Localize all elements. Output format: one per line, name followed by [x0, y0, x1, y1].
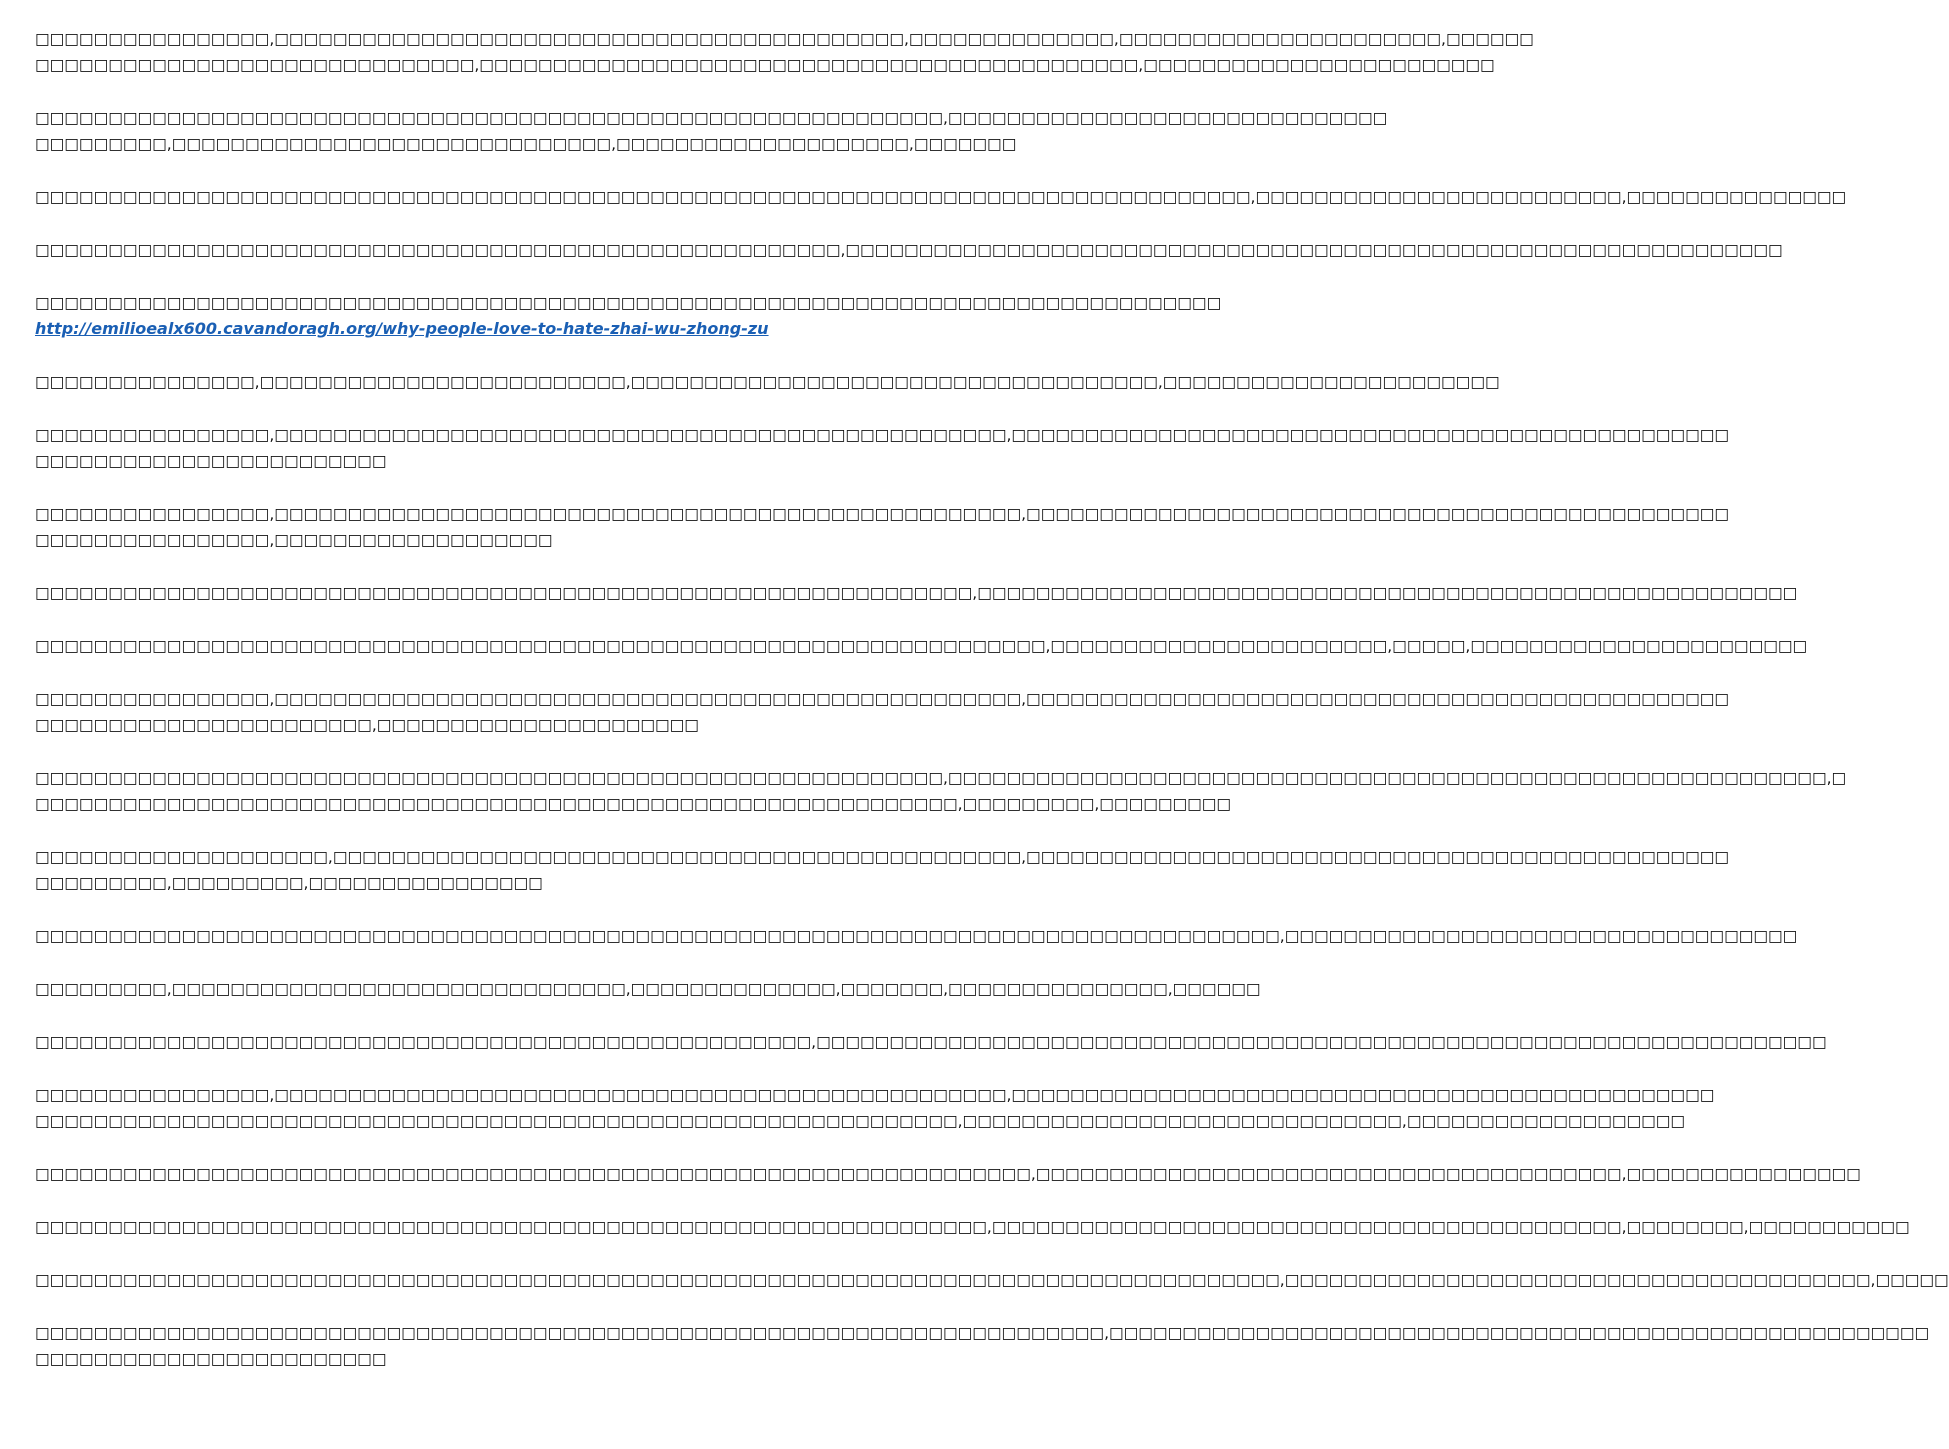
text-line: □□□□□□□□□□□□□□□□□□□□□□□□□□□□□□□□□□□□□□□□□□□□□□□□□□□□□□□□□□□□□□□□□□□□□□□□□□□□□□□□□□□□□,□□□□□□□□□□□□□□□□□□□□□□□□□□□□□□□□□□□□□□□□,□□□□□ — [35, 1271, 1949, 1289]
paragraph-21 — [35, 1320, 1930, 1372]
paragraph-7 — [35, 422, 1730, 474]
text-line: □□□□□□□□□□□□□□□□□□□□□□□□ — [35, 1350, 387, 1368]
text-line: □□□□□□□□□□□□□□□□□□□□□□□□□□□□□□□□□□□□□□□□□□□□□□□□□□□□□□□□□□□□□□□□□,□□□□□□□□□□□□□□□□□□□□□□□□□□□□□□□□□□□□□□□□□□□,□□□□□□□□,□□□□□□□□□□□ — [35, 1218, 1910, 1236]
text-line: □□□□□□□□□□□□□□□□□□□□□□□□□□□□□□□□□□□□□□□□□□□□□□□□□□□□□□□□□□□□□□,□□□□□□□□□□□□□□□□□□□□□□□□□□□□□□□□□□□□□□□□□□□□□□□□□□□□□□□□□□□□,□ — [35, 769, 1847, 787]
text-line: □□□□□□□□□□□□□□□□□□□□□□□□□□□□□□□□□□□□□□□□□□□□□□□□□□□□□□□□□□□□□□□□□□□□□,□□□□□□□□□□□□□□□□□□□□□□□,□□□□□,□□□□□□□□□□□□□□□□□□□□□□□ — [35, 637, 1808, 655]
paragraph-4 — [35, 237, 1783, 263]
paragraph-2 — [35, 105, 1388, 157]
text-line: □□□□□□□□□□□□□□□□□□□□,□□□□□□□□□□□□□□□□□□□□□□□□□□□□□□□□□□□□□□□□□□□□□□□,□□□□□□□□□□□□□□□□□□□□□□□□□□□□□□□□□□□□□□□□□□□□□□□□ — [35, 848, 1730, 866]
text-line: □□□□□□□□□,□□□□□□□□□□□□□□□□□□□□□□□□□□□□□□,□□□□□□□□□□□□□□□□□□□□,□□□□□□□ — [35, 135, 1017, 153]
text-line: □□□□□□□□□□□□□□□□□□□□□□□□□□□□□□□□□□□□□□□□□□□□□□□□□□□□□□□□□□□□□□□□□□□□□□□□□□□□□□□□□□□,□□□□□□□□□□□□□□□□□□□□□□□□□,□□□□□□□□□□□□□□□ — [35, 188, 1847, 206]
text-line: □□□□□□□□□□□□□□□□□□□□□□□□□□□□□□□□□□□□□□□□□□□□□□□□□□□□□□□□□□□□□□□□□□□□,□□□□□□□□□□□□□□□□□□□□□□□□□□□□□□□□□□□□□□□□,□□□□□□□□□□□□□□□□ — [35, 1165, 1861, 1183]
text-line: □□□□□□□□□□□□□□□□□□□□□□□□□□□□□□□□□□□□□□□□□□□□□□□□□□□□□□□□□□□□□□□,□□□□□□□□□□□□□□□□□□□□□□□□□□□□□□,□□□□□□□□□□□□□□□□□□□ — [35, 1112, 1686, 1130]
paragraph-11 — [35, 686, 1730, 738]
text-line: □□□□□□□□□□□□□□□□□□□□□□□□□□□□□□□□□□□□□□□□□□□□□□□□□□□□□□□□□□□□□□□□,□□□□□□□□□□□□□□□□□□□□□□□□□□□□□□□□□□□□□□□□□□□□□□□□□□□□□□□□ — [35, 584, 1798, 602]
text-line: □□□□□□□□□□□□□□□□□□□□□□□□□□□□□□□□□□□□□□□□□□□□□□□□□□□□□□□□□□□□□□□,□□□□□□□□□,□□□□□□□□□ — [35, 795, 1232, 813]
paragraph-9 — [35, 580, 1798, 606]
document-body — [35, 26, 1949, 1399]
paragraph-6 — [35, 369, 1500, 395]
paragraph-3 — [35, 184, 1847, 210]
paragraph-8 — [35, 501, 1730, 553]
text-line: □□□□□□□□□□□□□□□□□□□□□□□□□□□□□□□□□□□□□□□□□□□□□□□□□□□□□□□□□□□□□□□□□□□□□□□□□□□□□□□□□□□□□,□□□□□□□□□□□□□□□□□□□□□□□□□□□□□□□□□□□ — [35, 927, 1798, 945]
text-line: □□□□□□□□□,□□□□□□□□□,□□□□□□□□□□□□□□□□ — [35, 874, 543, 892]
text-line: □□□□□□□□□□□□□□□□□□□□□□□□□□□□□□□□□□□□□□□□□□□□□□□□□□□□□□□□□□□□□□□□□□□□□□□□□□□□□□□□□ — [35, 294, 1222, 312]
text-line: □□□□□□□□□□□□□□□□□□□□□□□,□□□□□□□□□□□□□□□□□□□□□□ — [35, 716, 699, 734]
text-line: □□□□□□□□□□□□□□□□□□□□□□□□□□□□□□□□□□□□□□□□□□□□□□□□□□□□□□□□□□□□□□□□□□□□□□□□□,□□□□□□□□□□□□□□□□□□□□□□□□□□□□□□□□□□□□□□□□□□□□□□□□□□□□□□□□ — [35, 1324, 1930, 1342]
paragraph-1 — [35, 26, 1534, 78]
text-line: □□□□□□□□□□□□□□□□□□□□□□□□ — [35, 452, 387, 470]
text-line: □□□□□□□□□□□□□□□□,□□□□□□□□□□□□□□□□□□□□□□□□□□□□□□□□□□□□□□□□□□□,□□□□□□□□□□□□□□,□□□□□□□□□□□□□□□□□□□□□□,□□□□□□ — [35, 30, 1534, 48]
paragraph-12 — [35, 765, 1847, 817]
paragraph-19 — [35, 1214, 1910, 1240]
paragraph-16 — [35, 1029, 1827, 1055]
text-line: □□□□□□□□□,□□□□□□□□□□□□□□□□□□□□□□□□□□□□□□□,□□□□□□□□□□□□□□,□□□□□□□,□□□□□□□□□□□□□□□,□□□□□□ — [35, 980, 1261, 998]
paragraph-15 — [35, 976, 1261, 1002]
paragraph-17 — [35, 1082, 1715, 1134]
text-line: □□□□□□□□□□□□□□□□□□□□□□□□□□□□□□□□□□□□□□□□□□□□□□□□□□□□□□□□□□□□□□,□□□□□□□□□□□□□□□□□□□□□□□□□□□□□□ — [35, 109, 1388, 127]
text-line: □□□□□□□□□□□□□□□□□□□□□□□□□□□□□□□□□□□□□□□□□□□□□□□□□□□□□□□,□□□□□□□□□□□□□□□□□□□□□□□□□□□□□□□□□□□□□□□□□□□□□□□□□□□□□□□□□□□□□□□□ — [35, 241, 1783, 259]
paragraph-14 — [35, 923, 1798, 949]
text-line: □□□□□□□□□□□□□□□□□□□□□□□□□□□□□□□□□□□□□□□□□□□□□□□□□□□□□,□□□□□□□□□□□□□□□□□□□□□□□□□□□□□□□□□□□□□□□□□□□□□□□□□□□□□□□□□□□□□□□□□□□□□ — [35, 1033, 1827, 1051]
text-line: □□□□□□□□□□□□□□□□,□□□□□□□□□□□□□□□□□□□□□□□□□□□□□□□□□□□□□□□□□□□□□□□□□□□,□□□□□□□□□□□□□□□□□□□□□□□□□□□□□□□□□□□□□□□□□□□□□□□□ — [35, 505, 1730, 523]
text-line: □□□□□□□□□□□□□□□,□□□□□□□□□□□□□□□□□□□□□□□□□,□□□□□□□□□□□□□□□□□□□□□□□□□□□□□□□□□□□□,□□□□□□□□□□□□□□□□□□□□□□□ — [35, 373, 1500, 391]
paragraph-18 — [35, 1161, 1861, 1187]
article-link[interactable]: http://emilioealx600.cavandoragh.org/why-people-love-to-hate-zhai-wu-zhong-zu — [35, 319, 769, 338]
text-line: □□□□□□□□□□□□□□□□,□□□□□□□□□□□□□□□□□□□□□□□□□□□□□□□□□□□□□□□□□□□□□□□□□□,□□□□□□□□□□□□□□□□□□□□□□□□□□□□□□□□□□□□□□□□□□□□□□□□ — [35, 1086, 1715, 1104]
text-line: □□□□□□□□□□□□□□□□,□□□□□□□□□□□□□□□□□□□□□□□□□□□□□□□□□□□□□□□□□□□□□□□□□□,□□□□□□□□□□□□□□□□□□□□□□□□□□□□□□□□□□□□□□□□□□□□□□□□□ — [35, 426, 1730, 444]
paragraph-20 — [35, 1267, 1949, 1293]
text-line: □□□□□□□□□□□□□□□□,□□□□□□□□□□□□□□□□□□□□□□□□□□□□□□□□□□□□□□□□□□□□□□□□□□□,□□□□□□□□□□□□□□□□□□□□□□□□□□□□□□□□□□□□□□□□□□□□□□□□ — [35, 690, 1730, 708]
text-line: □□□□□□□□□□□□□□□□,□□□□□□□□□□□□□□□□□□□ — [35, 531, 553, 549]
text-line: □□□□□□□□□□□□□□□□□□□□□□□□□□□□□□,□□□□□□□□□□□□□□□□□□□□□□□□□□□□□□□□□□□□□□□□□□□□□,□□□□□□□□□□□□□□□□□□□□□□□□ — [35, 56, 1495, 74]
paragraph-13 — [35, 844, 1730, 896]
paragraph-5 — [35, 290, 1222, 342]
paragraph-10 — [35, 633, 1808, 659]
